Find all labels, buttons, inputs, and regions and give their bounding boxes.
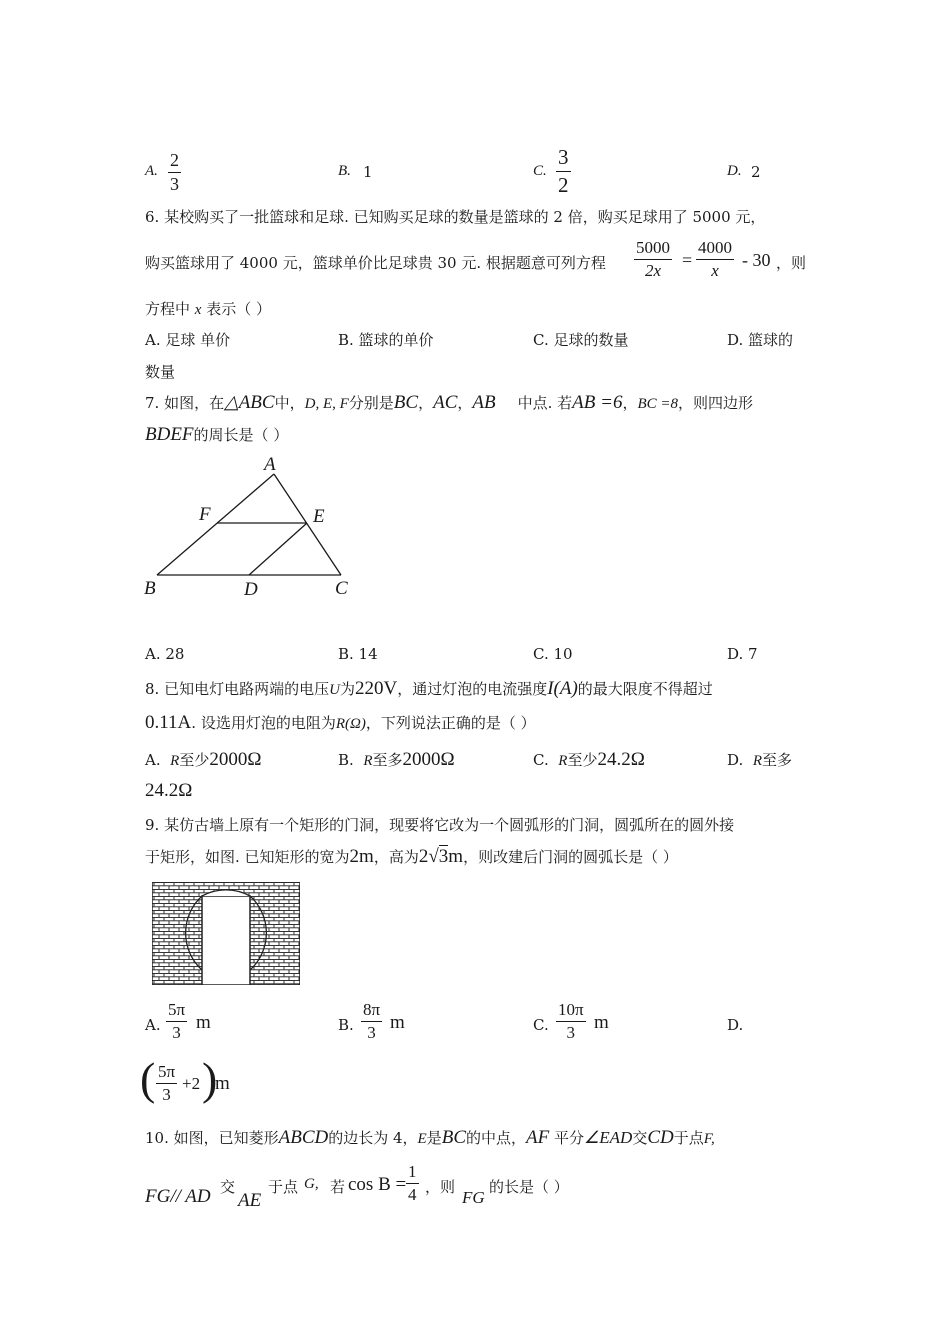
q6-equation-fraction-2: $\frac{4000}{x}$ [698,238,732,280]
q5-option-c-fraction: $\frac{3}{2}$ [558,145,569,197]
q9-option-c-fraction: $\frac{10\pi}{3}$ [558,1000,584,1042]
q9-option-b-fraction: $\frac{8\pi}{3}$ [363,1000,381,1042]
q6-line-1: 6. 某校购买了一批篮球和足球. 已知购买足球的数量是篮球的 2 倍，购买足球用了 5000 元， [145,208,766,226]
q7-side-ac [274,474,341,575]
q6-option-b: B. 篮球的单价 [338,331,434,349]
q9-option-a-fraction: $\frac{5\pi}{3}$ [168,1000,186,1042]
q8-line-1: 8. 已知电灯电路两端的电压U为220V，通过灯泡的电流强度I(A)的最大限度不得超过 [145,678,713,699]
sqrt-symbol: √3 [428,846,449,867]
q6-option-a: A. 足球 单价 [145,331,231,349]
q6-option-d-continued: 数量 [145,363,176,381]
q5-option-a-fraction: $\frac{2}{3}$ [170,150,179,194]
q5-option-d-letter: D. [727,163,742,179]
q7-label-c: C [335,578,348,599]
q5-option-b-letter: B. [338,163,351,179]
q6-equation-fraction-1: $\frac{5000}{2x}$ [636,238,670,280]
q5-option-b-value: 1 [363,163,373,181]
q6-equation-equals: = [682,250,693,270]
q7-line-2: BDEF的周长是（ ） [145,424,289,445]
q6-equation-tail: - 30 [742,250,771,270]
q9-option-a-unit: m [196,1012,211,1033]
q9-option-c-letter: C. [533,1016,549,1034]
q10-g: G, [304,1176,319,1192]
q6-option-d: D. 篮球的 [727,331,794,349]
q10-cos-fraction: $\frac{1}{4}$ [408,1162,417,1204]
q9-line-1: 9. 某仿古墙上原有一个矩形的门洞，现要将它改为一个圆弧形的门洞，圆弧所在的圆外接 [145,816,735,834]
q9-option-c-unit: m [594,1012,609,1033]
q9-wall-door-figure [152,882,300,985]
q8-option-c: C. R至少24.2Ω [533,749,645,770]
q10-fg: FG [462,1188,485,1207]
q7-option-c: C. 10 [533,645,573,663]
q10-text-length: 的长是（ ） [489,1178,569,1196]
q6-line-2: 购买篮球用了 4000 元，篮球单价比足球贵 30 元. 根据题意可列方程 [145,254,606,272]
q7-label-a: A [264,454,276,475]
q10-text-yudian: 于点 [268,1178,299,1196]
q7-label-d: D [244,579,258,600]
q8-option-b: B. R至多2000Ω [338,749,455,770]
q7-label-f: F [199,504,211,525]
q10-cos-b: cos B = [348,1174,407,1195]
q9-option-b-letter: B. [338,1016,354,1034]
q10-text-ze: ，则 [425,1178,456,1196]
q10-text-ruo: 若 [330,1178,346,1196]
q8-option-a: A. R至少2000Ω [145,749,262,770]
q9-option-d-left-paren: ( [140,1053,156,1104]
q10-text-jiao: 交 [220,1178,236,1196]
q5-option-c-letter: C. [533,163,547,179]
q8-option-d-continued: 24.2Ω [145,780,193,801]
q5-option-d-value: 2 [751,163,761,181]
q7-side-ab [157,474,274,575]
q9-option-d-fraction: $\frac{5\pi}{3}$ [158,1062,176,1104]
q7-option-a: A. 28 [145,645,185,663]
q5-option-a-letter: A. [145,163,158,179]
q9-line-2: 于矩形，如图. 已知矩形的宽为2m，高为2√3m，则改建后门洞的圆弧长是（ ） [145,846,678,867]
q7-label-e: E [313,506,325,527]
q7-segment-de [249,523,307,575]
q10-line-1: 10. 如图，已知菱形ABCD的边长为 4，E是BC的中点，AF 平分∠EAD交CD于点F, [145,1127,715,1148]
q9-option-a-letter: A. [145,1016,161,1034]
q6-line-2-end: ，则 [776,254,807,272]
q8-option-d: D. R至多 [727,751,792,769]
q6-option-c: C. 足球的数量 [533,331,629,349]
q9-option-d-unit: m [215,1073,230,1094]
q10-fg-parallel-ad: FG// AD [145,1186,211,1207]
q6-line-3: 方程中 x 表示（ ） [145,300,272,318]
q7-triangle-figure [140,450,370,605]
q9-option-d-letter: D. [727,1016,744,1034]
q7-label-b: B [144,578,156,599]
q7-option-d: D. 7 [727,645,758,663]
rectangular-door-opening [202,896,250,985]
q10-ae: AE [238,1190,262,1211]
q8-line-2: 0.11A. 设选用灯泡的电阻为R(Ω)，下列说法正确的是（ ） [145,712,536,733]
q7-option-b: B. 14 [338,645,378,663]
q7-line-1: 7. 如图，在△ABC中，D, E, F分别是BC，AC，AB 中点. 若AB =6，BC =8，则四边形 [145,392,754,413]
q9-option-d-right-paren: ) [202,1053,218,1104]
q9-option-d-plus: +2 [182,1074,201,1093]
q9-option-b-unit: m [390,1012,405,1033]
